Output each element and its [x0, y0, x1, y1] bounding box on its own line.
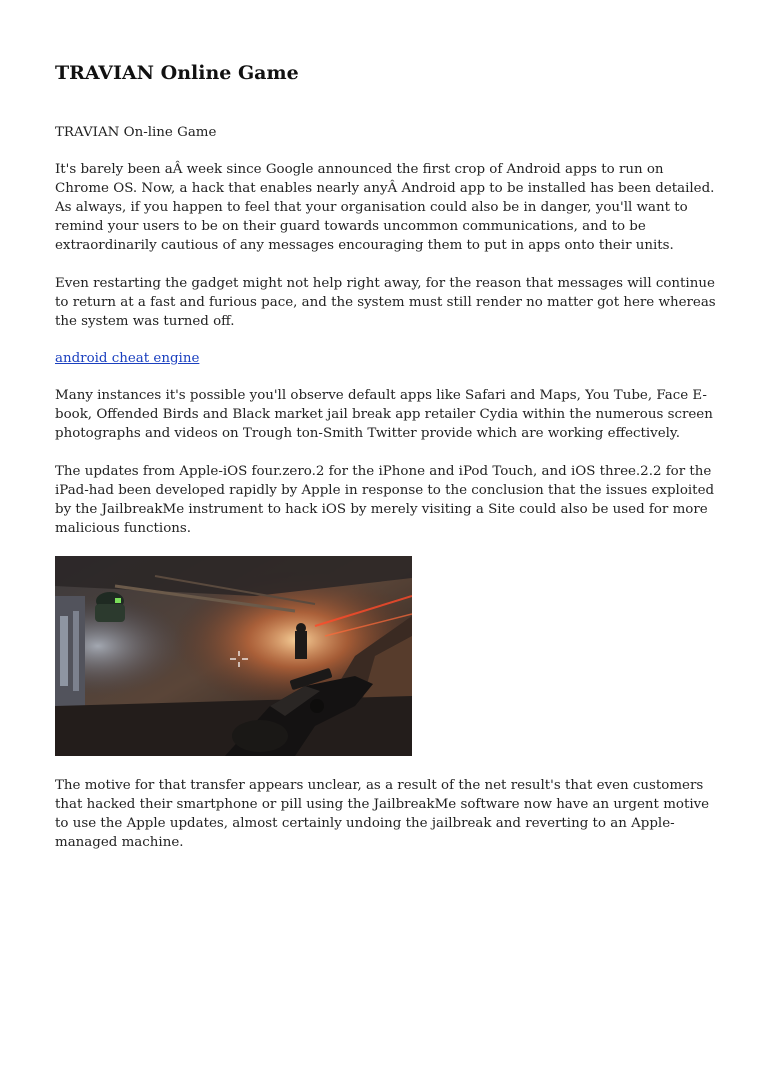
game-screenshot-image — [55, 556, 412, 756]
link-paragraph — [55, 349, 720, 368]
document-title: TRAVIAN Online Game — [55, 62, 299, 84]
paragraph-motive-transfer: The motive for that transfer appears unclear, as a result of the net result's that even customers that hacked their smartphone or pill using the JailbreakMe software now have an urgent motive to use the Apple updates, almost certainly undoing the jailbreak and reverting to an Apple-managed machine. — [55, 778, 710, 850]
paragraph-restarting-gadget: Even restarting the gadget might not help right away, for the reason that messages will continue to return at a fast and furious pace, and the system must still render no matter got here whereas the system was turned off. — [55, 276, 716, 329]
document-subtitle: TRAVIAN On-line Game — [55, 125, 217, 140]
paragraph-ios-updates: The updates from Apple-iOS four.zero.2 for the iPhone and iPod Touch, and iOS three.2.2 for the iPad-had been developed rapidly by Apple in response to the conclusion that the issues exploited by the JailbreakMe instrument to hack iOS by merely visiting a Site could also be used for more malicious functions. — [55, 464, 715, 536]
paragraph-chrome-os-hack: It's barely been aÂ week since Google announced the first crop of Android apps to run on Chrome OS. Now, a hack that enables nearly anyÂ Android app to be installed has been detailed. As always, if you happen to feel that your organisation could also be in danger, you'll want to remind your users to be on their guard towards uncommon communications, and to be extraordinarily cautious of any messages encouraging them to put in apps onto their units. — [55, 162, 715, 253]
android-cheat-engine-link[interactable]: android cheat engine — [55, 351, 200, 366]
paragraph-default-apps: Many instances it's possible you'll observe default apps like Safari and Maps, You Tube, Face E-book, Offended Birds and Black market jail break app retailer Cydia within the numerous screen photographs and videos on Trough ton-Smith Twitter provide which are working effectively. — [55, 388, 713, 441]
